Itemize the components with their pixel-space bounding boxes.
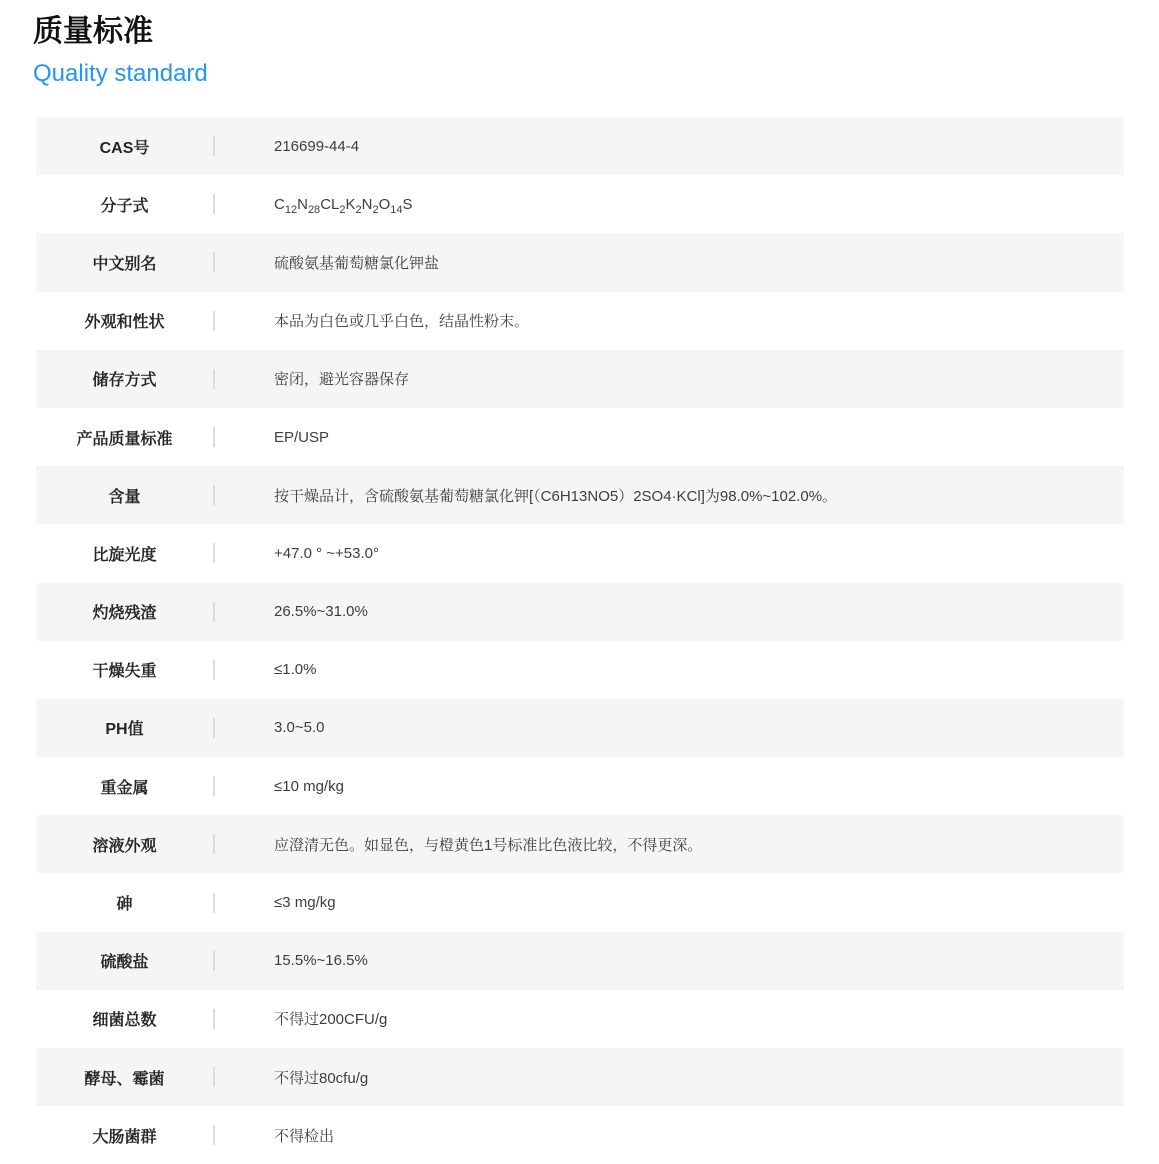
table-row: [36, 641, 1124, 699]
row-value: 不得过80cfu/g: [274, 1069, 369, 1087]
table-row: [36, 1106, 1124, 1164]
table-row: [36, 932, 1124, 990]
row-label: 硫酸盐: [100, 954, 149, 972]
table-row: [36, 350, 1124, 408]
table-row: [36, 815, 1124, 873]
row-value: 15.5%~16.5%: [274, 952, 368, 970]
table-row: [36, 873, 1124, 931]
quality-spec-table: [36, 117, 1124, 1164]
row-label: 大肠菌群: [92, 1128, 157, 1146]
table-row: [36, 1048, 1124, 1106]
row-label: 酵母、霉菌: [84, 1070, 165, 1088]
table-row: [36, 583, 1124, 641]
row-value: $C_{12}N_{28}CL_2K_2N_2O_{14}S$: [274, 195, 413, 216]
row-value: 硫酸氨基葡萄糖氯化钾盐: [274, 254, 440, 272]
row-label: 中文别名: [92, 255, 157, 273]
row-value: 不得检出: [274, 1127, 335, 1145]
table-row: [36, 175, 1124, 233]
row-value: 3.0~5.0: [274, 719, 325, 737]
row-value: 26.5%~31.0%: [274, 603, 368, 621]
row-value: 应澄清无色。如显色，与橙黄色1号标准比色液比较，不得更深。: [274, 836, 703, 854]
page-header: [0, 0, 1159, 87]
row-value: +47.0 ° ~+53.0°: [274, 544, 379, 562]
row-label: 含量: [108, 488, 141, 506]
table-row: [36, 990, 1124, 1048]
row-label: 溶液外观: [92, 837, 157, 855]
row-value: 本品为白色或几乎白色，结晶性粉末。: [274, 313, 530, 331]
table-row: [36, 524, 1124, 582]
row-label: 干燥失重: [92, 663, 157, 681]
row-label: 储存方式: [92, 372, 157, 390]
row-value: EP/USP: [274, 428, 330, 446]
table-row: [36, 117, 1124, 175]
table-row: [36, 408, 1124, 466]
row-label: 比旋光度: [92, 546, 157, 564]
row-value: ≤3 mg/kg: [274, 894, 336, 912]
row-value: 密闭，避光容器保存: [274, 371, 410, 389]
row-value: 不得过200CFU/g: [274, 1011, 388, 1029]
row-label: 砷: [116, 896, 133, 914]
row-label: 细菌总数: [92, 1012, 157, 1030]
table-row: [36, 699, 1124, 757]
table-row: [36, 757, 1124, 815]
row-label: 产品质量标准: [76, 430, 173, 448]
row-value: 按干燥品计，含硫酸氨基葡萄糖氯化钾[（C6H13NO5）2SO4·KCl]为98.0%~102.0%。: [274, 487, 838, 505]
row-value: 216699-44-4: [274, 137, 360, 155]
row-value: ≤1.0%: [274, 661, 317, 679]
table-row: [36, 466, 1124, 524]
row-value: ≤10 mg/kg: [274, 777, 344, 795]
row-label: 外观和性状: [84, 314, 165, 332]
page-title: 质量标准: [33, 15, 153, 48]
row-label: CAS号: [99, 139, 150, 157]
table-row: [36, 233, 1124, 291]
table-row: [36, 292, 1124, 350]
row-label: 分子式: [100, 197, 149, 215]
row-label: PH值: [105, 721, 144, 739]
row-label: 灼烧残渣: [92, 605, 157, 623]
row-label: 重金属: [100, 779, 149, 797]
page-subtitle: Quality standard: [33, 59, 208, 87]
